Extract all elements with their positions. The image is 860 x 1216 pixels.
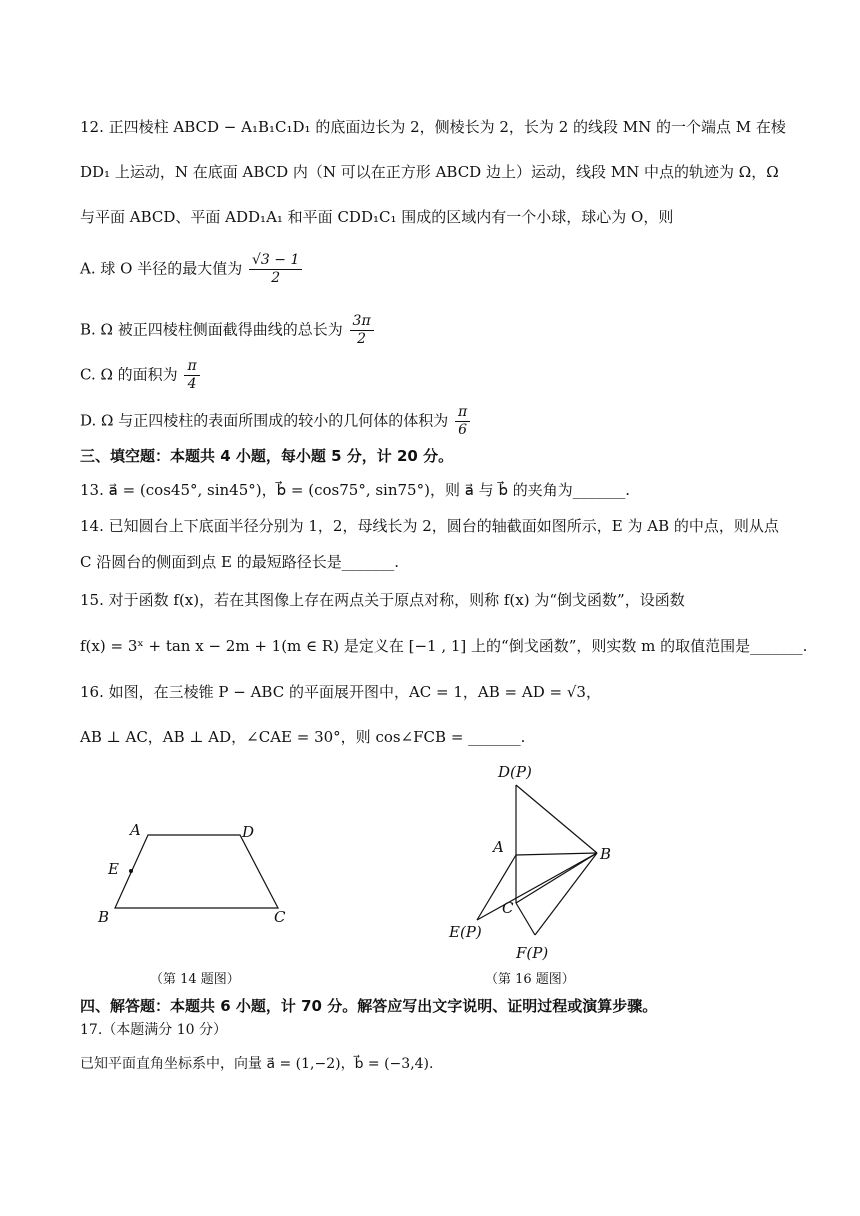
edge-e-b xyxy=(477,853,597,920)
edge-f-b xyxy=(535,853,597,935)
q17-line-1: 已知平面直角坐标系中，向量 a⃗ = (1,−2)，b⃗ = (−3,4). xyxy=(80,1056,434,1072)
option-d-fraction xyxy=(455,404,470,439)
point-e-marker xyxy=(129,869,133,873)
trapezoid-outline xyxy=(115,835,278,908)
edge-c-f xyxy=(516,903,535,935)
q16-line-2: AB ⊥ AC，AB ⊥ AD，∠CAE = 30°，则 cos∠FCB = _______. xyxy=(80,728,526,746)
figure-14-caption: （第 14 题图） xyxy=(150,972,240,987)
option-d-denominator: 6 xyxy=(458,422,468,438)
q12-option-d xyxy=(80,404,470,439)
q14-line-2: C 沿圆台的侧面到点 E 的最短路径长是_______. xyxy=(80,553,400,571)
option-d-text: D. Ω 与正四棱柱的表面所围成的较小的几何体的体积为 xyxy=(80,411,449,430)
section-4-heading: 四、解答题：本题共 6 小题，计 70 分。解答应写出文字说明、证明过程或演算步骤。 xyxy=(80,997,658,1015)
q16-line-1: 16. 如图，在三棱锥 P − ABC 的平面展开图中，AC = 1，AB = AD = √3， xyxy=(80,683,601,701)
edge-c-b xyxy=(516,853,597,903)
q12-option-b xyxy=(80,313,374,348)
label-b-16: B xyxy=(600,845,612,863)
option-c-fraction xyxy=(184,358,199,393)
option-a-text: A. 球 O 半径的最大值为 xyxy=(80,259,243,278)
figure-14-trapezoid xyxy=(90,815,310,935)
option-a-denominator: 2 xyxy=(271,270,281,286)
q12-line-3: 与平面 ABCD、平面 ADD₁A₁ 和平面 CDD₁C₁ 围成的区域内有一个小球，球心为 O，则 xyxy=(80,208,674,226)
q15-line-1: 15. 对于函数 f(x)，若在其图像上存在两点关于原点对称，则称 f(x) 为“倒戈函数”，设函数 xyxy=(80,591,685,609)
edge-d-b xyxy=(516,785,597,853)
option-b-denominator: 2 xyxy=(357,331,367,347)
figure-16-caption: （第 16 题图） xyxy=(485,972,575,987)
label-c-16: C xyxy=(502,899,514,917)
option-b-text: B. Ω 被正四棱柱侧面截得曲线的总长为 xyxy=(80,320,343,339)
edge-a-b xyxy=(516,853,597,855)
q12-line-2: DD₁ 上运动，N 在底面 ABCD 内（N 可以在正方形 ABCD 边上）运动，线段 MN 中点的轨迹为 Ω，Ω xyxy=(80,163,779,181)
q17-title: 17.（本题满分 10 分） xyxy=(80,1022,227,1038)
label-d-p: D(P) xyxy=(498,763,532,781)
option-a-numerator: √3 − 1 xyxy=(249,252,302,270)
label-a-16: A xyxy=(493,838,504,856)
option-c-numerator: π xyxy=(184,358,199,376)
section-3-heading: 三、填空题：本题共 4 小题，每小题 5 分，计 20 分。 xyxy=(80,447,454,465)
q14-line-1: 14. 已知圆台上下底面半径分别为 1，2，母线长为 2，圆台的轴截面如图所示，E 为 AB 的中点，则从点 xyxy=(80,517,779,535)
label-b: B xyxy=(98,908,110,926)
q15-line-2: f(x) = 3ˣ + tan x − 2m + 1(m ∈ R) 是定义在 [−1 , 1] 上的“倒戈函数”，则实数 m 的取值范围是_______. xyxy=(80,637,808,655)
q12-option-a xyxy=(80,252,302,287)
q12-line-1: 12. 正四棱柱 ABCD − A₁B₁C₁D₁ 的底面边长为 2，侧棱长为 2，长为 2 的线段 MN 的一个端点 M 在棱 xyxy=(80,118,786,136)
option-b-numerator: 3π xyxy=(350,313,374,331)
option-d-numerator: π xyxy=(455,404,470,422)
option-c-denominator: 4 xyxy=(187,376,197,392)
label-a: A xyxy=(130,821,141,839)
option-c-text: C. Ω 的面积为 xyxy=(80,365,178,384)
label-d: D xyxy=(242,823,255,841)
option-a-fraction xyxy=(249,252,302,287)
q12-option-c xyxy=(80,358,200,393)
label-e-p: E(P) xyxy=(449,923,482,941)
q13-text: 13. a⃗ = (cos45°, sin45°)，b⃗ = (cos75°, sin75°)，则 a⃗ 与 b⃗ 的夹角为_______. xyxy=(80,481,630,499)
label-c: C xyxy=(274,908,286,926)
figure-16-net xyxy=(440,755,660,965)
label-e: E xyxy=(108,860,119,878)
label-f-p: F(P) xyxy=(516,944,549,962)
option-b-fraction xyxy=(350,313,374,348)
